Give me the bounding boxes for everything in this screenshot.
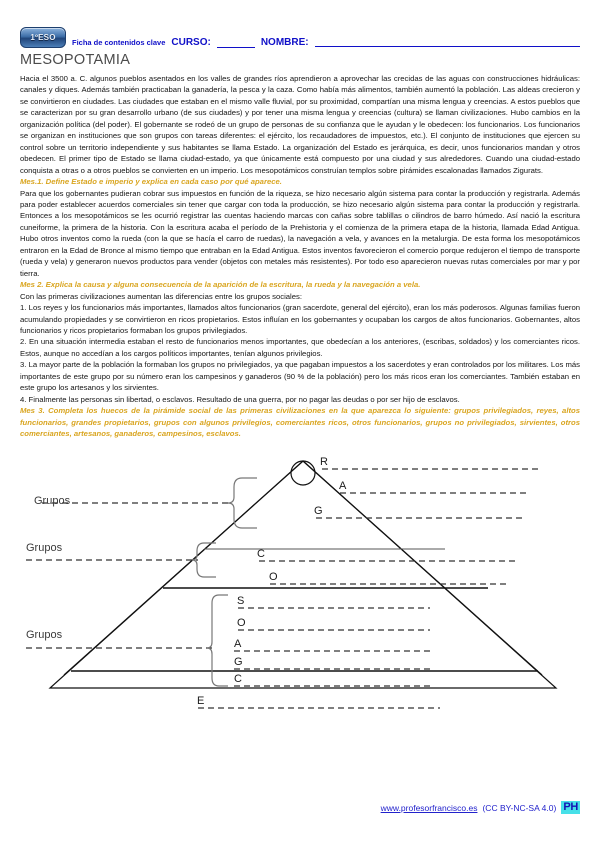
brace-privileged (228, 478, 257, 528)
apex-circle (291, 461, 315, 485)
task-2: Mes 2. Explica la causa y alguna consecuencia de la aparición de la escritura, la rueda y la navegación a vela. (20, 280, 421, 290)
pyramid-letter-o: O (269, 570, 278, 583)
pyramid-base-triangle (50, 461, 556, 688)
task-1: Mes.1. Define Estado e imperio y explica en cada caso por qué aparece. (20, 177, 282, 187)
curso-input-blank[interactable] (217, 38, 255, 48)
pyramid-svg (20, 443, 580, 718)
curso-label: CURSO: (171, 37, 211, 48)
course-badge (20, 27, 66, 48)
nombre-input-blank[interactable] (315, 35, 580, 47)
group-label-privileged: Grupos (34, 494, 71, 507)
paragraph-writing: Para que los gobernantes pudieran cobrar sus impuestos en función de la riqueza, se hizo necesario algún sistema para contar la producción y registrarla. Además para poder establecer acuerdos comerciales sin tener que cargar con toda la producción, se hizo necesario algún sistema para contar la producción y registrarla. Entonces a los mesopotámicos se les ocurrió registrar las cuentas haciendo marcas con cañas sobre tablillas o cilindros de barro húmedo. Así nació la escritura cuneiforme, la primera de la historia. Con la escritura acaba el período de la Prehistoria y el comienza de la primera etapa de la historia, llamada Edad Antigua. Hubo otros inventos como la rueda (con la que se hacía el carro de ruedas), la navegación a vela, y avances en la metalurgia. De esta forma los mesopotámicos entraron en la Edad de Bronce al mismo tiempo que entraban en la Edad Antigua. Estos inventos favorecieron el comercio porque redujeron el tiempo de transporte (rueda y vela) y generaron nuevos productos para vender (objetos con metales más resistentes). Por todo eso aparecieron nuevas rutas comerciales por mar y por tierra. (20, 188, 580, 278)
header-subtitle: Ficha de contenidos clave (72, 38, 166, 47)
pyramid-letter-e: E (197, 694, 205, 707)
list-item: 3. La mayor parte de la población la formaban los grupos no privilegiados, ya que pagaban impuestos a los sacerdotes y eran controlados por los militares. Los más importantes de este grupo por su número eran los campesinos y ganaderos (90 % de la población) pero los más ricos eran los comerciantes. También estaban en este grupo los artesanos y los sirvientes. (20, 360, 580, 393)
pyramid-letter-a2: A (234, 637, 242, 650)
course-badge-label: 1ºESO (30, 33, 56, 42)
pyramid-letter-a: A (339, 479, 347, 492)
pyramid-letter-c2: C (234, 672, 242, 685)
pyramid-letter-o2: O (237, 616, 246, 629)
list-item: 2. En una situación intermedia estaban el resto de funcionarios menos importantes, que obedecían a los anteriores, (escribas, soldados) y los comerciantes ricos. Estos, aunque no accedían a los cargos políticos importantes, tenían algunos privilegios. (20, 337, 580, 358)
social-groups-intro: Con las primeras civilizaciones aumentan las diferencias entre los grupos sociales: (20, 291, 303, 301)
pyramid-letter-r: R (320, 455, 328, 468)
pyramid-letter-g2: G (234, 655, 243, 668)
pyramid-letter-c: C (257, 547, 265, 560)
list-item: 4. Finalmente las personas sin libertad, o esclavos. Resultado de una guerra, por no pagar las deudas o por ser hijo de esclavos. (20, 394, 460, 404)
brace-semi-privileged (192, 543, 216, 577)
document-header (20, 22, 580, 48)
pyramid-letter-g: G (314, 504, 323, 517)
footer-license: (CC BY-NC-SA 4.0) (482, 802, 557, 813)
ph-logo: PH (563, 801, 578, 813)
brace-non-privileged (207, 595, 228, 686)
page-title: MESOPOTAMIA (20, 52, 131, 68)
page-footer (20, 801, 580, 814)
group-label-intermediate: Grupos (26, 541, 63, 554)
task-3: Mes 3. Completa los huecos de la pirámide social de las primeras civilizaciones en la que aparezca lo siguiente: grupos privilegiados, reyes, altos funcionarios, grandes propietarios, grupos con algunos privilegios, comerciantes ricos, otros funcionarios, grupos no privilegiados, sirvientes, otros comerciantes, artesanos, ganaderos, campesinos, esclavos. (20, 406, 580, 439)
list-item: 1. Los reyes y los funcionarios más importantes, llamados altos funcionarios (gran sacerdote, general del ejército), eran los más poderosos. Algunas familias fueron acumulando propiedades y se convirtieron en ricos propietarios. Estos influían en los gobernantes y ocupaban los cargos de altos funcionarios. Gobernantes, altos funcionarios y ricos propietarios formaban los grupos privilegiados. (20, 303, 580, 335)
paragraph-intro: Hacia el 3500 a. C. algunos pueblos asentados en los valles de grandes ríos aprendieron a aprovechar las crecidas de las aguas con construcciones hidráulicas: canales y diques. Además también practicaban la ganadería, la pesca y la caza. Como había más alimentos, también aumentó la población. Las aldeas crecieron y se convirtieron en ciudades. Las ciudades que estaban en el mismo valle fluvial, por su proximidad, compartían una misma lengua y creencias. A estos pueblos que se caracterizan por su gran desarrollo urbano (de sus ciudades) y por tener una misma lengua y creencias (cultura) se llaman civilizaciones. Hubo cambios en la organización política (del poder). El gobernante se rodeó de un grupo de personas de su confianza que le ayudan y le obedecen: los funcionarios. Los funcionarios se organizan en instituciones que son grupos con tareas diferentes: el ejército, los recaudadores de impuestos, etc.). El conjunto de instituciones que ejercen su control sobre un territorio independiente y sus habitantes se llama Estado. La organización del Estado es jerárquica, es decir, unos funcionarios mandan y otros obedecen. El primer tipo de Estado se llama ciudad-estado, ya que únicamente está compuesto por una ciudad y sus alrededores. Cuando una ciudad-estado conquista a otras o a otros pueblos se convierten en un imperio. Los mesopotámicos construían templos sobre pirámides escalonadas llamados Zigurats. (20, 74, 580, 175)
social-pyramid-diagram (20, 443, 580, 718)
pyramid-letter-s: S (237, 594, 245, 607)
footer-website-link[interactable]: www.profesorfrancisco.es (380, 802, 478, 813)
nombre-label: NOMBRE: (260, 37, 309, 48)
group-label-nonprivileged: Grupos (26, 628, 63, 641)
